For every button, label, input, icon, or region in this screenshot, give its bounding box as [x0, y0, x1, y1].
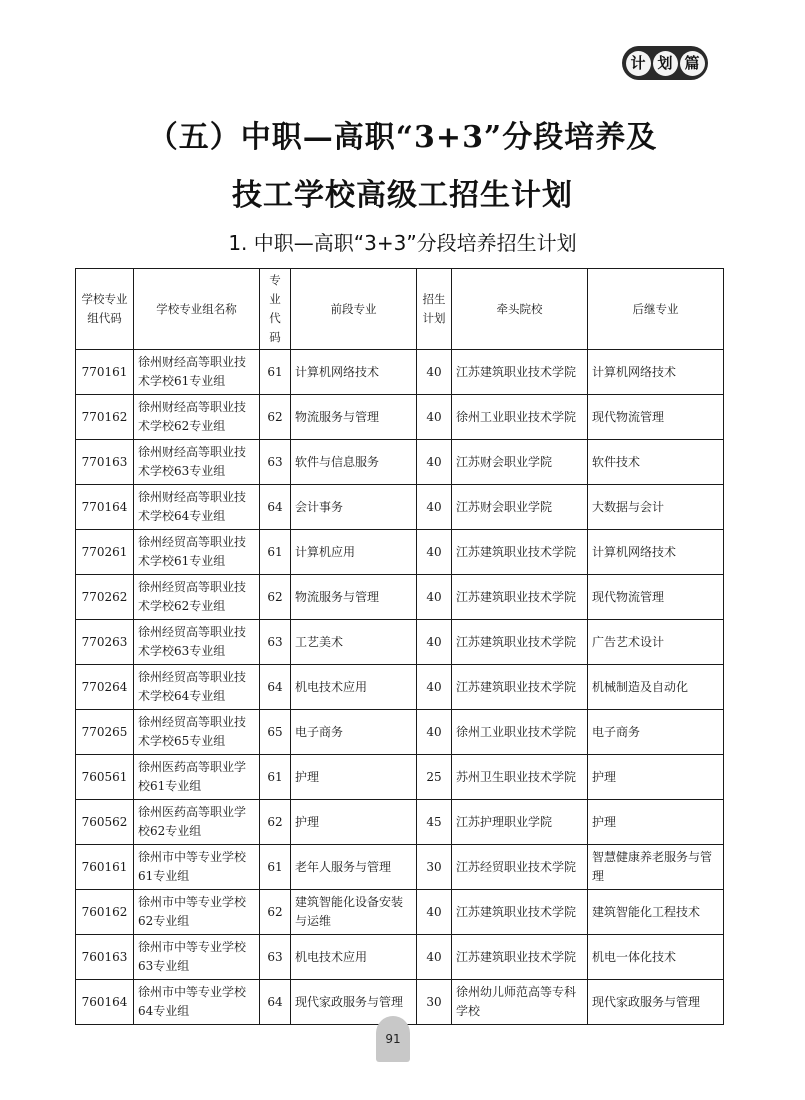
cell-enroll-plan: 25 — [417, 755, 452, 800]
cell-group-code: 760561 — [76, 755, 134, 800]
cell-follow-major: 智慧健康养老服务与管理 — [588, 845, 724, 890]
cell-follow-major: 现代物流管理 — [588, 575, 724, 620]
table-row — [76, 845, 724, 890]
cell-front-major: 软件与信息服务 — [291, 440, 417, 485]
cell-follow-major: 机械制造及自动化 — [588, 665, 724, 710]
cell-front-major: 护理 — [291, 755, 417, 800]
section-subtitle: 1. 中职—高职“3+3”分段培养招生计划 — [228, 231, 577, 255]
cell-group-name: 徐州医药高等职业学校62专业组 — [134, 800, 260, 845]
table-header-row — [76, 269, 724, 350]
table-row — [76, 665, 724, 710]
cell-enroll-plan: 40 — [417, 350, 452, 395]
cell-lead-college: 苏州卫生职业技术学院 — [452, 755, 588, 800]
cell-front-major: 护理 — [291, 800, 417, 845]
cell-group-name: 徐州财经高等职业技术学校62专业组 — [134, 395, 260, 440]
cell-front-major: 物流服务与管理 — [291, 575, 417, 620]
cell-follow-major: 护理 — [588, 755, 724, 800]
table-row — [76, 935, 724, 980]
table-row — [76, 755, 724, 800]
cell-lead-college: 江苏财会职业学院 — [452, 440, 588, 485]
section-badge — [622, 46, 708, 80]
cell-follow-major: 机电一体化技术 — [588, 935, 724, 980]
cell-group-code: 760161 — [76, 845, 134, 890]
cell-lead-college: 江苏建筑职业技术学院 — [452, 890, 588, 935]
cell-group-code: 770263 — [76, 620, 134, 665]
cell-lead-college: 江苏建筑职业技术学院 — [452, 665, 588, 710]
cell-lead-college: 徐州工业职业技术学院 — [452, 395, 588, 440]
cell-group-name: 徐州市中等专业学校63专业组 — [134, 935, 260, 980]
cell-group-code: 770262 — [76, 575, 134, 620]
header-group-code: 学校专业组代码 — [76, 269, 134, 350]
cell-lead-college: 徐州幼儿师范高等专科学校 — [452, 980, 588, 1025]
cell-front-major: 物流服务与管理 — [291, 395, 417, 440]
cell-front-major: 电子商务 — [291, 710, 417, 755]
cell-follow-major: 护理 — [588, 800, 724, 845]
header-group-name: 学校专业组名称 — [134, 269, 260, 350]
cell-group-code: 770164 — [76, 485, 134, 530]
cell-group-code: 760162 — [76, 890, 134, 935]
cell-lead-college: 江苏护理职业学院 — [452, 800, 588, 845]
cell-enroll-plan: 40 — [417, 620, 452, 665]
badge-char-2: 划 — [653, 51, 678, 76]
cell-group-name: 徐州市中等专业学校64专业组 — [134, 980, 260, 1025]
cell-front-major: 会计事务 — [291, 485, 417, 530]
header-enroll-plan: 招生计划 — [417, 269, 452, 350]
table-row — [76, 890, 724, 935]
header-lead-college: 牵头院校 — [452, 269, 588, 350]
cell-group-code: 770161 — [76, 350, 134, 395]
cell-follow-major: 现代家政服务与管理 — [588, 980, 724, 1025]
cell-lead-college: 江苏财会职业学院 — [452, 485, 588, 530]
table-row — [76, 440, 724, 485]
cell-follow-major: 广告艺术设计 — [588, 620, 724, 665]
table-row — [76, 620, 724, 665]
cell-major-code: 64 — [260, 485, 291, 530]
cell-major-code: 61 — [260, 845, 291, 890]
cell-front-major: 老年人服务与管理 — [291, 845, 417, 890]
cell-enroll-plan: 40 — [417, 665, 452, 710]
cell-follow-major: 建筑智能化工程技术 — [588, 890, 724, 935]
cell-lead-college: 江苏建筑职业技术学院 — [452, 620, 588, 665]
enrollment-plan-table — [75, 268, 724, 1025]
cell-front-major: 现代家政服务与管理 — [291, 980, 417, 1025]
cell-enroll-plan: 40 — [417, 440, 452, 485]
cell-lead-college: 江苏建筑职业技术学院 — [452, 575, 588, 620]
table-row — [76, 800, 724, 845]
cell-group-name: 徐州财经高等职业技术学校61专业组 — [134, 350, 260, 395]
cell-major-code: 64 — [260, 980, 291, 1025]
page-title-line-1: （五）中职—高职“3+3”分段培养及 — [147, 120, 658, 155]
page-title-line-2: 技工学校高级工招生计划 — [232, 178, 573, 213]
cell-group-name: 徐州经贸高等职业技术学校62专业组 — [134, 575, 260, 620]
cell-major-code: 62 — [260, 800, 291, 845]
cell-group-name: 徐州经贸高等职业技术学校61专业组 — [134, 530, 260, 575]
cell-follow-major: 电子商务 — [588, 710, 724, 755]
table-row — [76, 350, 724, 395]
cell-lead-college: 江苏经贸职业技术学院 — [452, 845, 588, 890]
cell-follow-major: 软件技术 — [588, 440, 724, 485]
cell-enroll-plan: 40 — [417, 485, 452, 530]
table-row — [76, 530, 724, 575]
cell-major-code: 61 — [260, 530, 291, 575]
cell-front-major: 工艺美术 — [291, 620, 417, 665]
cell-enroll-plan: 40 — [417, 395, 452, 440]
cell-front-major: 计算机应用 — [291, 530, 417, 575]
cell-group-name: 徐州经贸高等职业技术学校65专业组 — [134, 710, 260, 755]
cell-group-code: 760164 — [76, 980, 134, 1025]
cell-front-major: 机电技术应用 — [291, 665, 417, 710]
cell-enroll-plan: 45 — [417, 800, 452, 845]
cell-group-code: 760562 — [76, 800, 134, 845]
cell-enroll-plan: 40 — [417, 935, 452, 980]
page-number: 91 — [376, 1016, 410, 1062]
cell-group-name: 徐州市中等专业学校62专业组 — [134, 890, 260, 935]
cell-major-code: 63 — [260, 440, 291, 485]
cell-major-code: 61 — [260, 350, 291, 395]
cell-group-name: 徐州财经高等职业技术学校64专业组 — [134, 485, 260, 530]
table-row — [76, 485, 724, 530]
cell-front-major: 计算机网络技术 — [291, 350, 417, 395]
cell-lead-college: 江苏建筑职业技术学院 — [452, 350, 588, 395]
cell-major-code: 65 — [260, 710, 291, 755]
cell-group-code: 770264 — [76, 665, 134, 710]
cell-major-code: 63 — [260, 620, 291, 665]
cell-enroll-plan: 30 — [417, 980, 452, 1025]
cell-enroll-plan: 40 — [417, 530, 452, 575]
cell-major-code: 61 — [260, 755, 291, 800]
cell-follow-major: 计算机网络技术 — [588, 530, 724, 575]
cell-front-major: 机电技术应用 — [291, 935, 417, 980]
cell-major-code: 62 — [260, 395, 291, 440]
badge-char-3: 篇 — [680, 51, 705, 76]
cell-group-code: 770162 — [76, 395, 134, 440]
table-row — [76, 575, 724, 620]
cell-major-code: 63 — [260, 935, 291, 980]
cell-group-code: 770163 — [76, 440, 134, 485]
cell-major-code: 62 — [260, 890, 291, 935]
cell-group-name: 徐州市中等专业学校61专业组 — [134, 845, 260, 890]
cell-enroll-plan: 40 — [417, 890, 452, 935]
header-front-major: 前段专业 — [291, 269, 417, 350]
header-follow-major: 后继专业 — [588, 269, 724, 350]
cell-major-code: 62 — [260, 575, 291, 620]
cell-group-code: 770265 — [76, 710, 134, 755]
cell-group-code: 760163 — [76, 935, 134, 980]
badge-char-1: 计 — [626, 51, 651, 76]
cell-major-code: 64 — [260, 665, 291, 710]
cell-lead-college: 徐州工业职业技术学院 — [452, 710, 588, 755]
cell-group-name: 徐州经贸高等职业技术学校63专业组 — [134, 620, 260, 665]
header-major-code: 专业代码 — [260, 269, 291, 350]
cell-lead-college: 江苏建筑职业技术学院 — [452, 935, 588, 980]
cell-enroll-plan: 30 — [417, 845, 452, 890]
cell-enroll-plan: 40 — [417, 710, 452, 755]
cell-follow-major: 现代物流管理 — [588, 395, 724, 440]
cell-lead-college: 江苏建筑职业技术学院 — [452, 530, 588, 575]
cell-group-code: 770261 — [76, 530, 134, 575]
cell-follow-major: 大数据与会计 — [588, 485, 724, 530]
cell-follow-major: 计算机网络技术 — [588, 350, 724, 395]
table-row — [76, 710, 724, 755]
cell-group-name: 徐州医药高等职业学校61专业组 — [134, 755, 260, 800]
cell-front-major: 建筑智能化设备安装与运维 — [291, 890, 417, 935]
cell-group-name: 徐州经贸高等职业技术学校64专业组 — [134, 665, 260, 710]
cell-group-name: 徐州财经高等职业技术学校63专业组 — [134, 440, 260, 485]
cell-enroll-plan: 40 — [417, 575, 452, 620]
table-row — [76, 395, 724, 440]
